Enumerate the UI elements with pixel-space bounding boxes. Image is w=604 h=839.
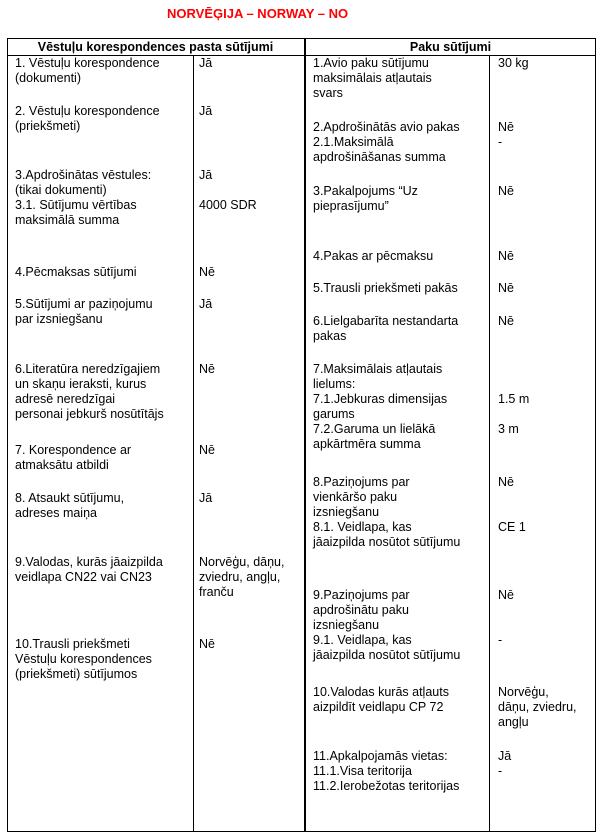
right-row-9-label: 9.Paziņojums par apdrošinātu paku izsniegšanu 9.1. Veidlapa, kas jāaizpilda nosūtot sūtījumu [313, 588, 461, 662]
right-row-5-label: 5.Trausli priekšmeti pakās [313, 281, 458, 295]
right-row-10-label: 10.Valodas kurās atļauts aizpildīt veidlapu CP 72 [313, 685, 449, 714]
right-row-5-value: Nē [498, 281, 514, 295]
right-row-3-label: 3.Pakalpojums “Uz pieprasījumu” [313, 184, 418, 213]
right-row-3-value: Nē [498, 184, 514, 198]
right-row-2-label: 2.Apdrošinātās avio pakas 2.1.Maksimālā apdrošināšanas summa [313, 120, 460, 164]
left-column-header: Vēstuļu korespondences pasta sūtījumi [37, 40, 274, 54]
right-row-1-label: 1.Avio paku sūtījumu maksimālais atļautais svars [313, 56, 432, 100]
countries-table [7, 38, 596, 832]
right-row-1-value: 30 kg [498, 56, 529, 70]
left-row-8-label: 8. Atsaukt sūtījumu, adreses maiņa [15, 491, 125, 520]
right-row-2-value: Nē - [498, 120, 514, 149]
left-row-2-value: Jā [199, 104, 213, 118]
right-row-10-value: Norvēģu, dāņu, zviedru, angļu [498, 685, 577, 729]
right-row-6-value: Nē [498, 314, 514, 328]
left-row-5-value: Jā [199, 297, 213, 311]
left-row-9-value: Norvēģu, dāņu, zviedru, angļu, franču [199, 555, 285, 599]
right-row-6-label: 6.Lielgabarīta nestandarta pakas [313, 314, 459, 343]
left-row-6-label: 6.Literatūra neredzīgajiem un skaņu ieraksti, kurus adresē neredzīgai personai jebkurš nosūtītājs [15, 362, 164, 421]
right-row-7-value: 1.5 m 3 m [498, 392, 530, 436]
left-row-5-label: 5.Sūtījumi ar paziņojumu par izsniegšanu [15, 297, 153, 326]
table-border-right [595, 38, 596, 832]
left-row-4-label: 4.Pēcmaksas sūtījumi [15, 265, 137, 279]
right-row-8-value: Nē CE 1 [498, 475, 526, 534]
right-row-8-label: 8.Paziņojums par vienkāršo paku izsniegšanu 8.1. Veidlapa, kas jāaizpilda nosūtot sūtījumu [313, 475, 461, 549]
middle-divider [304, 38, 306, 832]
left-row-1-label: 1. Vēstuļu korespondence (dokumenti) [15, 56, 160, 85]
right-row-9-value: Nē - [498, 588, 514, 647]
right-row-7-label: 7.Maksimālais atļautais lielums: 7.1.Jebkuras dimensijas garums 7.2.Garuma un lielākā apkārtmēra summa [313, 362, 448, 451]
left-row-7-label: 7. Korespondence ar atmaksātu atbildi [15, 443, 132, 472]
left-row-4-value: Nē [199, 265, 215, 279]
left-row-3-label: 3.Apdrošinātas vēstules: (tikai dokumenti) 3.1. Sūtījumu vērtības maksimālā summa [15, 168, 152, 227]
left-row-3-value: Jā 4000 SDR [199, 168, 257, 212]
left-value-divider [193, 56, 194, 832]
table-border-left [7, 38, 8, 832]
left-row-1-value: Jā [199, 56, 213, 70]
right-column-header: Paku sūtījumi [409, 40, 492, 54]
left-row-6-value: Nē [199, 362, 215, 376]
right-row-11-label: 11.Apkalpojamās vietas: 11.1.Visa teritorija 11.2.Ierobežotas teritorijas [313, 749, 460, 793]
right-row-11-value: Jā - [498, 749, 512, 778]
left-row-10-value: Nē [199, 637, 215, 651]
page-title: NORVĒĢIJA – NORWAY – NO [167, 6, 349, 21]
right-value-divider [489, 56, 490, 832]
right-row-4-value: Nē [498, 249, 514, 263]
right-row-4-label: 4.Pakas ar pēcmaksu [313, 249, 434, 263]
left-row-9-label: 9.Valodas, kurās jāaizpilda veidlapa CN22 vai CN23 [15, 555, 163, 584]
left-row-10-label: 10.Trausli priekšmeti Vēstuļu korespondences (priekšmeti) sūtījumos [15, 637, 152, 681]
left-row-2-label: 2. Vēstuļu korespondence (priekšmeti) [15, 104, 160, 133]
left-row-8-value: Jā [199, 491, 213, 505]
table-border-bottom [7, 831, 596, 832]
left-row-7-value: Nē [199, 443, 215, 457]
